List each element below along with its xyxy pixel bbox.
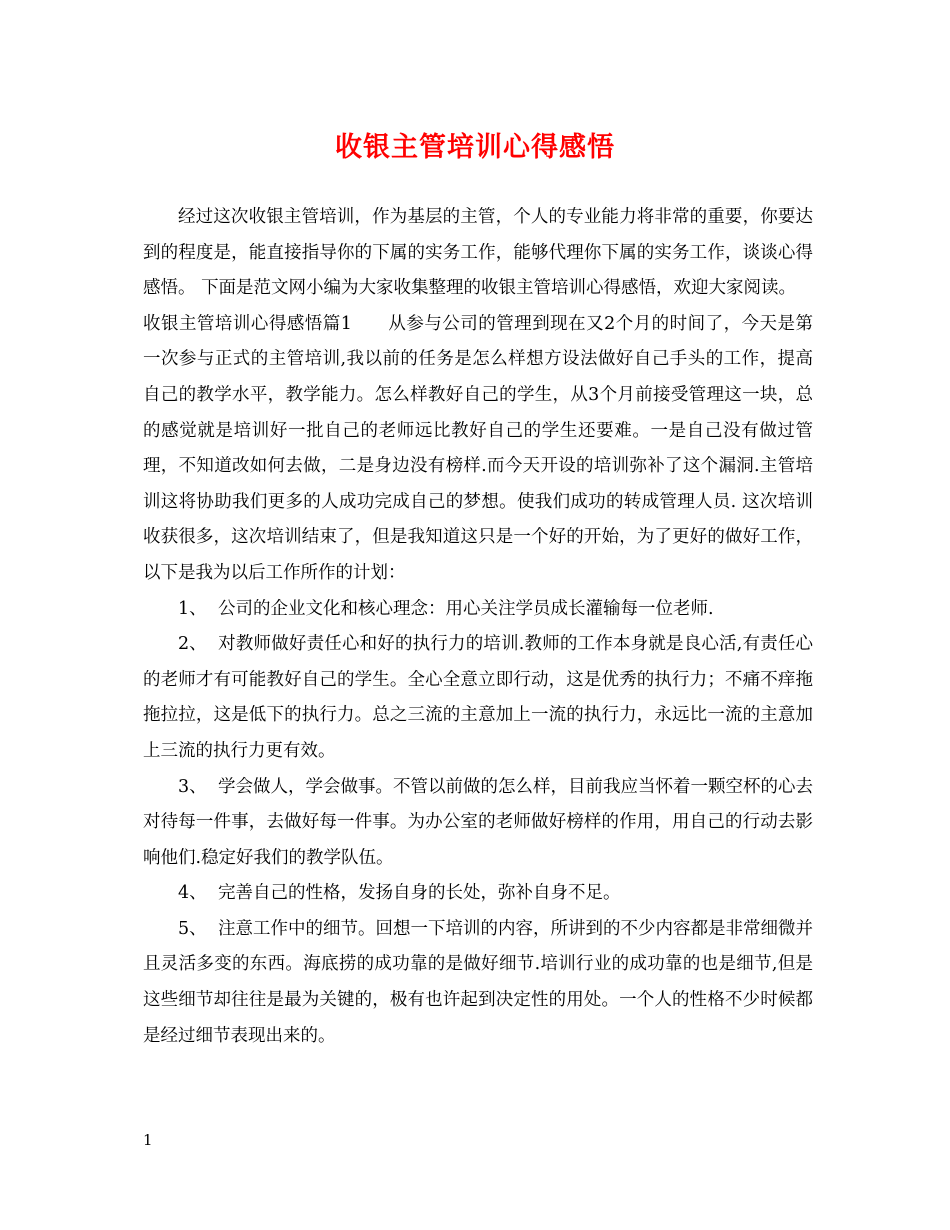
document-body bbox=[143, 200, 813, 1054]
page-number: 1 bbox=[143, 1131, 153, 1149]
section-paragraph bbox=[143, 307, 813, 592]
list-item-text: 学会做人，学会做事。不管以前做的怎么样，目前我应当怀着一颗空杯的心去对待每一件事，去做好每一件事。为办公室的老师做好榜样的作用，用自己的行动去影响他们.稳定好我们的教学队伍。 bbox=[143, 776, 813, 868]
intro-paragraph: 经过这次收银主管培训，作为基层的主管，个人的专业能力将非常的重要，你要达到的程度是，能直接指导你的下属的实务工作，能够代理你下属的实务工作，谈谈心得感悟。 下面是范文网小编为大家收集整理的收银主管培训心得感悟，欢迎大家阅读。 bbox=[143, 207, 813, 299]
list-item bbox=[143, 627, 813, 769]
list-item-text: 注意工作中的细节。回想一下培训的内容，所讲到的不少内容都是非常细微并且灵活多变的东西。海底捞的成功靠的是做好细节.培训行业的成功靠的也是细节,但是这些细节却往往是最为关键的，极有也许起到决定性的用处。一个人的性格不少时候都是经过细节表现出来的。 bbox=[143, 918, 813, 1046]
list-item bbox=[143, 876, 813, 912]
list-item-text: 完善自己的性格，发扬自身的长处，弥补自身不足。 bbox=[218, 883, 621, 904]
section-heading: 收银主管培训心得感悟篇1 bbox=[143, 313, 352, 334]
list-item-number: 5、 bbox=[178, 918, 207, 939]
list-item-number: 4、 bbox=[178, 883, 207, 904]
list-item bbox=[143, 592, 813, 628]
section-text: 从参与公司的管理到现在又2个月的时间了，今天是第一次参与正式的主管培训,我以前的任务是怎么样想方设法做好自己手头的工作，提高自己的教学水平，教学能力。怎么样教好自己的学生，从3个月前接受管理这一块，总的感觉就是培训好一批自己的老师远比教好自己的学生还要难。一是自己没有做过管理，不知道改如何去做，二是身边没有榜样.而今天开设的培训弥补了这个漏洞.主管培训这将协助我们更多的人成功完成自己的梦想。使我们成功的转成管理人员. 这次培训收获很多，这次培训结束了，但是我知道这只是一个好的开始，为了更好的做好工作，以下是我为以后工作所作的计划： bbox=[143, 313, 813, 583]
list-item bbox=[143, 912, 813, 1054]
list-item-number: 1、 bbox=[178, 598, 207, 619]
list-item bbox=[143, 770, 813, 877]
list-item-text: 公司的企业文化和核心理念：用心关注学员成长灌输每一位老师. bbox=[218, 598, 714, 619]
document-title: 收银主管培训心得感悟 bbox=[335, 132, 615, 163]
list-item-text: 对教师做好责任心和好的执行力的培训.教师的工作本身就是良心活,有责任心的老师才有可能教好自己的学生。全心全意立即行动，这是优秀的执行力；不痛不痒拖拖拉拉，这是低下的执行力。总之三流的主意加上一流的执行力，永远比一流的主意加上三流的执行力更有效。 bbox=[143, 634, 813, 761]
list-item-number: 3、 bbox=[178, 776, 207, 797]
list-item-number: 2、 bbox=[178, 634, 207, 655]
